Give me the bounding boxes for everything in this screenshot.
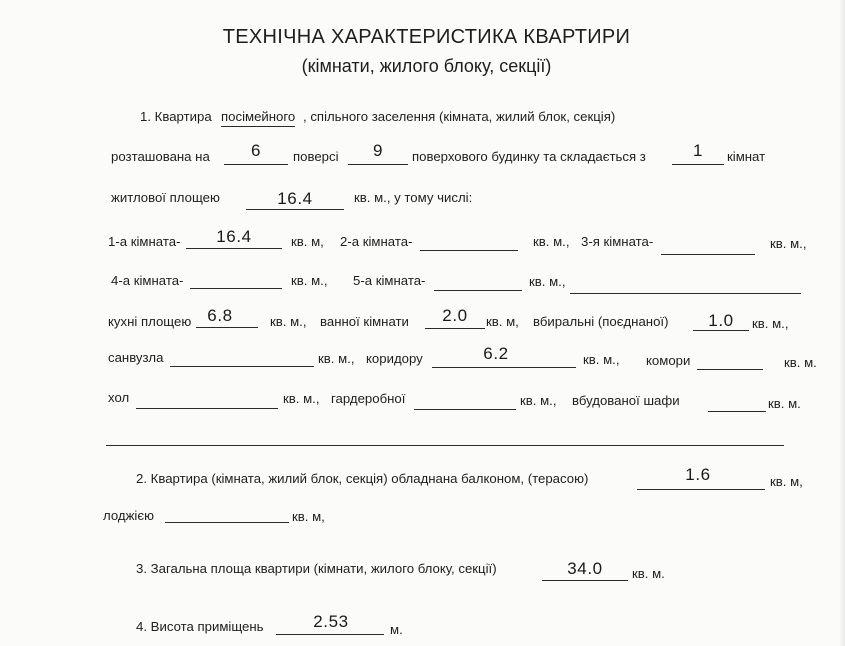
- builtin-label: вбудованої шафи: [572, 393, 680, 408]
- height-value: 2.53: [313, 612, 349, 631]
- room3-field: [661, 236, 755, 255]
- hall-field: [136, 390, 278, 409]
- loggia-field: [165, 504, 289, 523]
- room4-unit: кв. м.,: [291, 273, 328, 288]
- loggia-label: лоджією: [103, 508, 154, 523]
- corridor-unit: кв. м.,: [583, 352, 620, 367]
- including-label: кв. м., у тому числі:: [354, 190, 473, 205]
- wardrobe-unit: кв. м.,: [520, 393, 557, 408]
- room2-field: [420, 232, 518, 251]
- builtin-unit: кв. м.: [768, 396, 801, 411]
- loggia-unit: кв. м,: [292, 509, 325, 524]
- room1-value: 16.4: [216, 227, 252, 246]
- room2-label: 2-а кімната-: [340, 234, 413, 249]
- storage-label: комори: [646, 353, 691, 368]
- storage-unit: кв. м.: [784, 355, 817, 370]
- room5-unit: кв. м.,: [529, 274, 566, 289]
- storage-field: [697, 351, 763, 370]
- balcony-unit: кв. м,: [770, 474, 803, 489]
- wc-label: санвузла: [108, 350, 164, 365]
- blank-full-line: [106, 427, 784, 446]
- room3-unit: кв. м.,: [770, 236, 807, 251]
- balcony-value: 1.6: [685, 465, 711, 484]
- wc-field: [170, 348, 314, 367]
- rooms-label: кімнат: [727, 149, 766, 164]
- bath-value: 2.0: [442, 306, 468, 325]
- toilet-value: 1.0: [708, 311, 734, 330]
- corridor-value: 6.2: [483, 344, 509, 363]
- height-unit: м.: [390, 622, 403, 637]
- living-area-value: 16.4: [277, 189, 313, 208]
- kitchen-value: 6.8: [207, 306, 233, 325]
- section1-intro-prefix: 1. Квартира: [140, 109, 212, 124]
- settlement-type: посімейного: [221, 109, 295, 127]
- hall-unit: кв. м.,: [283, 391, 320, 406]
- floor-label: поверсі: [293, 149, 339, 164]
- kitchen-unit: кв. м.,: [270, 314, 307, 329]
- section4-text: 4. Висота приміщень: [136, 619, 264, 634]
- room4-field: [190, 270, 282, 289]
- living-area-label: житлової площею: [111, 190, 220, 205]
- bath-label: ванної кімнати: [320, 314, 409, 329]
- room3-label: 3-я кімната-: [581, 234, 654, 249]
- builtin-field: [708, 393, 766, 412]
- document-title: ТЕХНІЧНА ХАРАКТЕРИСТИКА КВАРТИРИ: [222, 26, 631, 48]
- rooms-value: 1: [692, 141, 704, 160]
- room1-label: 1-а кімната-: [108, 234, 181, 249]
- page-edge: [839, 0, 845, 646]
- toilet-label: вбиральні (поєднаної): [533, 314, 669, 329]
- bath-unit: кв. м,: [486, 314, 519, 329]
- section1-intro-suffix: , спільного заселення (кімната, жилий блок, секція): [303, 109, 616, 124]
- blank-line: [570, 275, 801, 294]
- wc-unit: кв. м.,: [318, 351, 355, 366]
- total-floors-label: поверхового будинку та складається з: [412, 149, 646, 164]
- room2-unit: кв. м.,: [533, 234, 570, 249]
- total-area-value: 34.0: [567, 559, 603, 578]
- total-area-unit: кв. м.: [632, 566, 665, 581]
- room4-label: 4-а кімната-: [111, 273, 184, 288]
- section3-text: 3. Загальна площа квартири (кімнати, жилого блоку, секції): [136, 561, 497, 576]
- room5-label: 5-а кімната-: [353, 273, 426, 288]
- toilet-unit: кв. м.,: [752, 316, 789, 331]
- wardrobe-field: [414, 391, 516, 410]
- floor-value: 6: [250, 141, 262, 160]
- corridor-label: коридору: [366, 351, 423, 366]
- kitchen-label: кухні площею: [108, 314, 192, 329]
- room5-field: [434, 272, 522, 291]
- wardrobe-label: гардеробної: [331, 391, 406, 406]
- section2-text: 2. Квартира (кімната, жилий блок, секція) обладнана балконом, (терасою): [136, 471, 589, 486]
- hall-label: хол: [108, 390, 130, 405]
- room1-unit: кв. м,: [291, 234, 324, 249]
- total-floors-value: 9: [372, 141, 384, 160]
- located-on-label: розташована на: [111, 149, 210, 164]
- document-subtitle: (кімнати, жилого блоку, секції): [301, 56, 552, 76]
